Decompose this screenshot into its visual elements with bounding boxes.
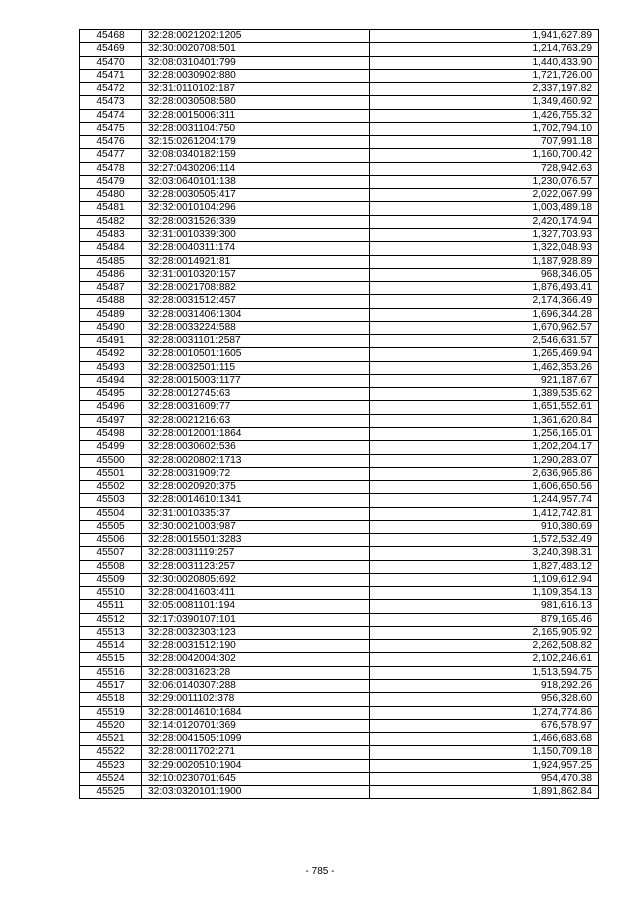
table-row [80, 109, 599, 122]
table-row [80, 653, 599, 666]
row-id-cell: 45517 [80, 680, 142, 693]
cadastral-code-cell: 32:28:0030505:417 [142, 189, 370, 202]
cadastral-code-cell: 32:28:0010501:1605 [142, 348, 370, 361]
cadastral-code-cell: 32:28:0021708:882 [142, 282, 370, 295]
amount-cell: 2,546,631.57 [370, 335, 599, 348]
table-row [80, 348, 599, 361]
row-id-cell: 45488 [80, 295, 142, 308]
amount-cell: 918,292.26 [370, 680, 599, 693]
amount-cell: 1,696,344.28 [370, 308, 599, 321]
amount-cell: 2,174,366.49 [370, 295, 599, 308]
cadastral-code-cell: 32:28:0021216:63 [142, 414, 370, 427]
amount-cell: 728,942.63 [370, 162, 599, 175]
row-id-cell: 45496 [80, 401, 142, 414]
table-row [80, 626, 599, 639]
cadastral-code-cell: 32:28:0021202:1205 [142, 30, 370, 43]
row-id-cell: 45478 [80, 162, 142, 175]
cadastral-code-cell: 32:30:0021003:987 [142, 520, 370, 533]
row-id-cell: 45512 [80, 613, 142, 626]
cadastral-code-cell: 32:28:0041505:1099 [142, 733, 370, 746]
amount-cell: 1,290,283.07 [370, 454, 599, 467]
cadastral-code-cell: 32:28:0040311:174 [142, 242, 370, 255]
amount-cell: 1,265,469.94 [370, 348, 599, 361]
row-id-cell: 45494 [80, 374, 142, 387]
row-id-cell: 45510 [80, 587, 142, 600]
table-row [80, 242, 599, 255]
table-row [80, 441, 599, 454]
table-row [80, 507, 599, 520]
table-row [80, 374, 599, 387]
table-row [80, 321, 599, 334]
row-id-cell: 45475 [80, 122, 142, 135]
cadastral-code-cell: 32:28:0042004:302 [142, 653, 370, 666]
row-id-cell: 45479 [80, 175, 142, 188]
cadastral-code-cell: 32:28:0041603:411 [142, 587, 370, 600]
table-row [80, 547, 599, 560]
table-row [80, 733, 599, 746]
amount-cell: 921,187.67 [370, 374, 599, 387]
cadastral-code-cell: 32:28:0015003:1177 [142, 374, 370, 387]
amount-cell: 1,389,535.62 [370, 388, 599, 401]
amount-cell: 3,240,398.31 [370, 547, 599, 560]
amount-cell: 1,202,204.17 [370, 441, 599, 454]
table-row [80, 573, 599, 586]
table-row [80, 587, 599, 600]
cadastral-code-cell: 32:31:0010339:300 [142, 228, 370, 241]
table-row [80, 560, 599, 573]
row-id-cell: 45491 [80, 335, 142, 348]
cadastral-code-cell: 32:28:0031526:339 [142, 215, 370, 228]
row-id-cell: 45520 [80, 719, 142, 732]
cadastral-code-cell: 32:28:0011702:271 [142, 746, 370, 759]
cadastral-code-cell: 32:29:0020510:1904 [142, 759, 370, 772]
table-row [80, 613, 599, 626]
table-row [80, 122, 599, 135]
table-row [80, 136, 599, 149]
row-id-cell: 45484 [80, 242, 142, 255]
table-row [80, 600, 599, 613]
cadastral-code-cell: 32:28:0014610:1341 [142, 494, 370, 507]
amount-cell: 1,924,957.25 [370, 759, 599, 772]
data-table [79, 29, 599, 799]
amount-cell: 956,328.60 [370, 693, 599, 706]
table-row [80, 719, 599, 732]
cadastral-code-cell: 32:28:0031609:77 [142, 401, 370, 414]
row-id-cell: 45509 [80, 573, 142, 586]
table-row [80, 228, 599, 241]
amount-cell: 2,636,965.86 [370, 467, 599, 480]
row-id-cell: 45501 [80, 467, 142, 480]
table-row [80, 175, 599, 188]
amount-cell: 1,003,489.18 [370, 202, 599, 215]
amount-cell: 1,876,493.41 [370, 282, 599, 295]
row-id-cell: 45508 [80, 560, 142, 573]
cadastral-code-cell: 32:28:0020802:1713 [142, 454, 370, 467]
cadastral-code-cell: 32:28:0015501:3283 [142, 534, 370, 547]
table-row [80, 69, 599, 82]
row-id-cell: 45495 [80, 388, 142, 401]
cadastral-code-cell: 32:28:0031512:457 [142, 295, 370, 308]
page-number: - 785 - [305, 866, 335, 877]
cadastral-code-cell: 32:31:0110102:187 [142, 83, 370, 96]
table-row [80, 786, 599, 799]
amount-cell: 1,702,794.10 [370, 122, 599, 135]
table-row [80, 706, 599, 719]
table-row [80, 666, 599, 679]
table-row [80, 680, 599, 693]
table-row [80, 255, 599, 268]
cadastral-code-cell: 32:28:0014610:1684 [142, 706, 370, 719]
row-id-cell: 45472 [80, 83, 142, 96]
cadastral-code-cell: 32:03:0640101:138 [142, 175, 370, 188]
row-id-cell: 45492 [80, 348, 142, 361]
amount-cell: 954,470.38 [370, 772, 599, 785]
row-id-cell: 45504 [80, 507, 142, 520]
table-row [80, 162, 599, 175]
table-row [80, 282, 599, 295]
row-id-cell: 45511 [80, 600, 142, 613]
cadastral-code-cell: 32:28:0031406:1304 [142, 308, 370, 321]
cadastral-code-cell: 32:28:0031123:257 [142, 560, 370, 573]
amount-cell: 1,572,532.49 [370, 534, 599, 547]
table-row [80, 693, 599, 706]
amount-cell: 1,109,354.13 [370, 587, 599, 600]
amount-cell: 1,466,683.68 [370, 733, 599, 746]
row-id-cell: 45476 [80, 136, 142, 149]
row-id-cell: 45473 [80, 96, 142, 109]
table-row [80, 388, 599, 401]
row-id-cell: 45521 [80, 733, 142, 746]
table-row [80, 640, 599, 653]
table-row [80, 427, 599, 440]
amount-cell: 1,827,483.12 [370, 560, 599, 573]
table-row [80, 494, 599, 507]
amount-cell: 879,165.46 [370, 613, 599, 626]
amount-cell: 2,420,174.94 [370, 215, 599, 228]
row-id-cell: 45518 [80, 693, 142, 706]
amount-cell: 1,891,862.84 [370, 786, 599, 799]
amount-cell: 981,616.13 [370, 600, 599, 613]
cadastral-code-cell: 32:17:0390107:101 [142, 613, 370, 626]
row-id-cell: 45490 [80, 321, 142, 334]
row-id-cell: 45524 [80, 772, 142, 785]
table-row [80, 520, 599, 533]
table-row [80, 481, 599, 494]
row-id-cell: 45525 [80, 786, 142, 799]
amount-cell: 1,412,742.81 [370, 507, 599, 520]
amount-cell: 676,578.97 [370, 719, 599, 732]
row-id-cell: 45471 [80, 69, 142, 82]
amount-cell: 2,022,067.99 [370, 189, 599, 202]
cadastral-code-cell: 32:08:0340182:159 [142, 149, 370, 162]
amount-cell: 707,991.18 [370, 136, 599, 149]
cadastral-code-cell: 32:28:0012745:63 [142, 388, 370, 401]
row-id-cell: 45513 [80, 626, 142, 639]
amount-cell: 1,670,962.57 [370, 321, 599, 334]
table-row [80, 335, 599, 348]
row-id-cell: 45474 [80, 109, 142, 122]
table-row [80, 43, 599, 56]
table-row [80, 746, 599, 759]
row-id-cell: 45481 [80, 202, 142, 215]
cadastral-code-cell: 32:28:0030902:880 [142, 69, 370, 82]
row-id-cell: 45482 [80, 215, 142, 228]
cadastral-code-cell: 32:28:0014921:81 [142, 255, 370, 268]
table-row [80, 534, 599, 547]
table-row [80, 202, 599, 215]
row-id-cell: 45502 [80, 481, 142, 494]
amount-cell: 1,361,620.84 [370, 414, 599, 427]
row-id-cell: 45516 [80, 666, 142, 679]
row-id-cell: 45468 [80, 30, 142, 43]
amount-cell: 910,380.69 [370, 520, 599, 533]
table-row [80, 30, 599, 43]
amount-cell: 2,337,197.82 [370, 83, 599, 96]
table-row [80, 96, 599, 109]
row-id-cell: 45500 [80, 454, 142, 467]
table-row [80, 149, 599, 162]
row-id-cell: 45507 [80, 547, 142, 560]
cadastral-code-cell: 32:28:0031623:28 [142, 666, 370, 679]
table-row [80, 83, 599, 96]
row-id-cell: 45499 [80, 441, 142, 454]
row-id-cell: 45522 [80, 746, 142, 759]
cadastral-code-cell: 32:28:0020920:375 [142, 481, 370, 494]
table-row [80, 308, 599, 321]
cadastral-code-cell: 32:28:0031104:750 [142, 122, 370, 135]
cadastral-code-cell: 32:15:0261204:179 [142, 136, 370, 149]
table-row [80, 401, 599, 414]
cadastral-code-cell: 32:30:0020708:501 [142, 43, 370, 56]
amount-cell: 1,150,709.18 [370, 746, 599, 759]
amount-cell: 1,440,433.90 [370, 56, 599, 69]
amount-cell: 968,346.05 [370, 268, 599, 281]
amount-cell: 1,462,353.26 [370, 361, 599, 374]
amount-cell: 1,230,076.57 [370, 175, 599, 188]
row-id-cell: 45487 [80, 282, 142, 295]
row-id-cell: 45477 [80, 149, 142, 162]
amount-cell: 1,274,774.86 [370, 706, 599, 719]
cadastral-code-cell: 32:32:0010104:296 [142, 202, 370, 215]
amount-cell: 2,262,508.82 [370, 640, 599, 653]
row-id-cell: 45497 [80, 414, 142, 427]
table-row [80, 295, 599, 308]
row-id-cell: 45470 [80, 56, 142, 69]
cadastral-code-cell: 32:29:0011102:378 [142, 693, 370, 706]
amount-cell: 1,187,928.89 [370, 255, 599, 268]
amount-cell: 1,256,165.01 [370, 427, 599, 440]
row-id-cell: 45486 [80, 268, 142, 281]
row-id-cell: 45523 [80, 759, 142, 772]
amount-cell: 1,214,763.29 [370, 43, 599, 56]
row-id-cell: 45498 [80, 427, 142, 440]
amount-cell: 1,941,627.89 [370, 30, 599, 43]
amount-cell: 1,349,460.92 [370, 96, 599, 109]
cadastral-code-cell: 32:28:0012001:1864 [142, 427, 370, 440]
row-id-cell: 45493 [80, 361, 142, 374]
row-id-cell: 45469 [80, 43, 142, 56]
row-id-cell: 45505 [80, 520, 142, 533]
cadastral-code-cell: 32:28:0031101:2587 [142, 335, 370, 348]
cadastral-code-cell: 32:28:0031909:72 [142, 467, 370, 480]
amount-cell: 2,165,905.92 [370, 626, 599, 639]
cadastral-code-cell: 32:08:0310401:799 [142, 56, 370, 69]
row-id-cell: 45489 [80, 308, 142, 321]
cadastral-code-cell: 32:28:0033224:588 [142, 321, 370, 334]
table-row [80, 759, 599, 772]
amount-cell: 1,160,700.42 [370, 149, 599, 162]
amount-cell: 1,513,594.75 [370, 666, 599, 679]
cadastral-code-cell: 32:05:0081101:194 [142, 600, 370, 613]
table-row [80, 268, 599, 281]
table-row [80, 56, 599, 69]
row-id-cell: 45503 [80, 494, 142, 507]
cadastral-code-cell: 32:28:0031512:190 [142, 640, 370, 653]
cadastral-code-cell: 32:14:0120701:369 [142, 719, 370, 732]
cadastral-code-cell: 32:31:0010335:37 [142, 507, 370, 520]
table-row [80, 189, 599, 202]
row-id-cell: 45485 [80, 255, 142, 268]
cadastral-code-cell: 32:28:0030602:536 [142, 441, 370, 454]
amount-cell: 1,322,048.93 [370, 242, 599, 255]
document-page [79, 29, 598, 799]
cadastral-code-cell: 32:28:0015006:311 [142, 109, 370, 122]
table-row [80, 215, 599, 228]
cadastral-code-cell: 32:27:0430206:114 [142, 162, 370, 175]
amount-cell: 1,327,703.93 [370, 228, 599, 241]
row-id-cell: 45480 [80, 189, 142, 202]
cadastral-code-cell: 32:28:0032501:115 [142, 361, 370, 374]
table-row [80, 467, 599, 480]
amount-cell: 1,651,552.61 [370, 401, 599, 414]
cadastral-code-cell: 32:28:0031119:257 [142, 547, 370, 560]
row-id-cell: 45483 [80, 228, 142, 241]
cadastral-code-cell: 32:31:0010320:157 [142, 268, 370, 281]
cadastral-code-cell: 32:30:0020805:692 [142, 573, 370, 586]
table-row [80, 454, 599, 467]
cadastral-code-cell: 32:10:0230701:645 [142, 772, 370, 785]
amount-cell: 1,426,755.32 [370, 109, 599, 122]
cadastral-code-cell: 32:28:0030508:580 [142, 96, 370, 109]
table-body [80, 30, 599, 799]
row-id-cell: 45515 [80, 653, 142, 666]
amount-cell: 2,102,246.61 [370, 653, 599, 666]
amount-cell: 1,244,957.74 [370, 494, 599, 507]
amount-cell: 1,721,726.00 [370, 69, 599, 82]
cadastral-code-cell: 32:03:0320101:1900 [142, 786, 370, 799]
row-id-cell: 45514 [80, 640, 142, 653]
amount-cell: 1,606,650.56 [370, 481, 599, 494]
row-id-cell: 45506 [80, 534, 142, 547]
amount-cell: 1,109,612.94 [370, 573, 599, 586]
cadastral-code-cell: 32:06:0140307:288 [142, 680, 370, 693]
table-row [80, 772, 599, 785]
row-id-cell: 45519 [80, 706, 142, 719]
table-row [80, 361, 599, 374]
table-row [80, 414, 599, 427]
cadastral-code-cell: 32:28:0032303:123 [142, 626, 370, 639]
